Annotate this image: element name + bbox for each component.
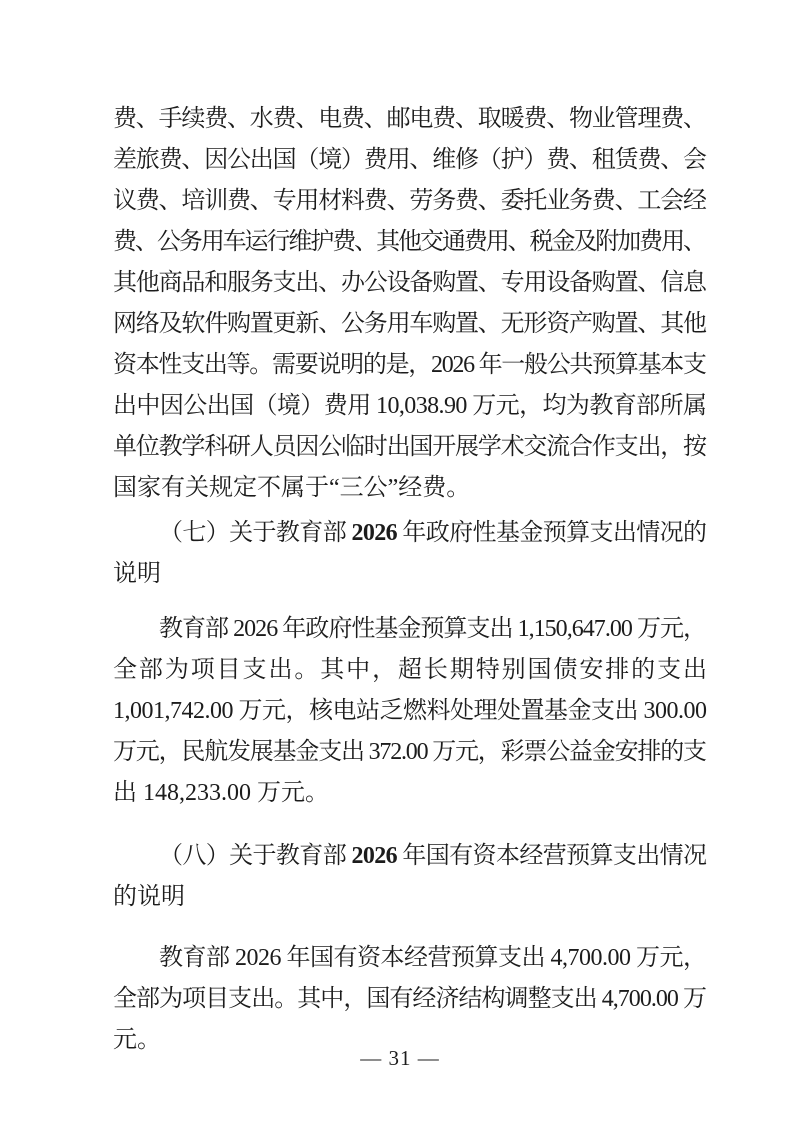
document-text-body	[113, 99, 707, 1061]
text-line: 资本性支出等。需要说明的是，2026 年一般公共预算基本支	[113, 352, 706, 378]
text-line: 国家有关规定不属于“三公”经费。	[113, 475, 471, 501]
text-line: 1,001,742.00 万元，核电站乏燃料处理处置基金支出 300.00	[113, 698, 707, 724]
paragraph-government-fund-budget	[113, 609, 707, 814]
text-line: 网络及软件购置更新、公务用车购置、无形资产购置、其他	[113, 311, 706, 337]
text-line: 的说明	[113, 884, 185, 910]
text-line: 教育部 2026 年政府性基金预算支出 1,150,647.00 万元，	[159, 616, 707, 642]
text-line: （七）关于教育部 2026 年政府性基金预算支出情况的	[159, 520, 707, 546]
text-line: 单位教学科研人员因公临时出国开展学术交流合作支出，按	[113, 434, 706, 460]
text-line: 议费、培训费、专用材料费、劳务费、委托业务费、工会经	[113, 188, 706, 214]
paragraph-expense-items-continuation	[113, 99, 707, 509]
paragraph-state-capital-budget	[113, 938, 707, 1061]
text-line: 全部为项目支出。其中，国有经济结构调整支出 4,700.00 万	[113, 986, 707, 1012]
section-heading-7	[113, 513, 707, 595]
page-number: — 31 —	[360, 1046, 440, 1070]
text-line: 全部为项目支出。其中，超长期特别国债安排的支出	[113, 657, 709, 683]
text-line: 费、手续费、水费、电费、邮电费、取暖费、物业管理费、	[113, 106, 706, 132]
text-line: 说明	[113, 561, 161, 587]
text-line: 差旅费、因公出国（境）费用、维修（护）费、租赁费、会	[113, 147, 706, 173]
text-line: 万元，民航发展基金支出 372.00 万元，彩票公益金安排的支	[113, 739, 706, 765]
text-line: 费、公务用车运行维护费、其他交通费用、税金及附加费用、	[113, 229, 705, 255]
text-line: 出中因公出国（境）费用 10,038.90 万元，均为教育部所属	[113, 393, 707, 419]
text-line: 元。	[113, 1027, 161, 1053]
text-line: 其他商品和服务支出、办公设备购置、专用设备购置、信息	[113, 270, 706, 296]
text-line: （八）关于教育部 2026 年国有资本经营预算支出情况	[159, 843, 707, 869]
section-heading-8	[113, 836, 707, 918]
text-line: 教育部 2026 年国有资本经营预算支出 4,700.00 万元，	[159, 945, 707, 971]
text-line: 出 148,233.00 万元。	[113, 780, 329, 806]
